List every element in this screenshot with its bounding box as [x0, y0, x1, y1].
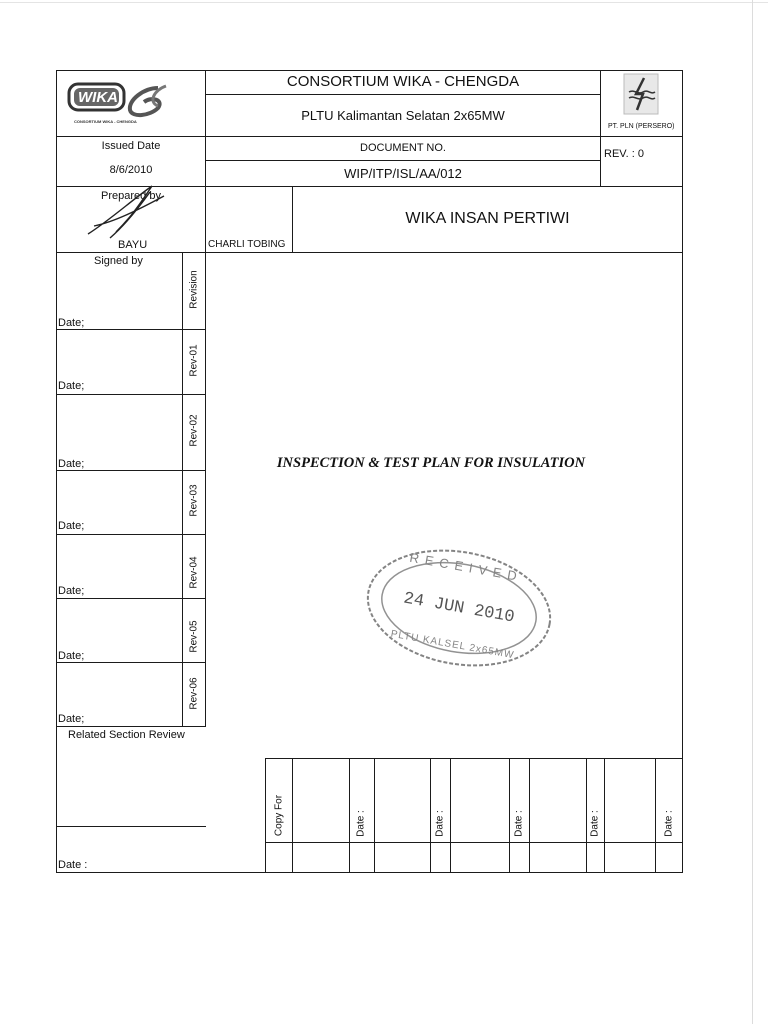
copy-date-label: Date : [513, 810, 525, 837]
scan-artifact [0, 2, 768, 3]
signed-by-label: Signed by [94, 255, 143, 267]
copy-date-label: Date : [434, 810, 446, 837]
document-title: INSPECTION & TEST PLAN FOR INSULATION [276, 455, 586, 471]
pln-logo-caption: PT. PLN (PERSERO) [608, 123, 675, 130]
issued-date: 8/6/2010 [109, 164, 153, 176]
stamp-top-text: RECEIVED [408, 549, 524, 585]
rev-label: REV. : 0 [604, 148, 644, 160]
copy-date-label: Date : [355, 810, 367, 837]
wika-logo-text: WIKA [78, 89, 118, 106]
revision-label: Rev-02 [188, 414, 200, 447]
revision-label: Rev-04 [188, 556, 200, 589]
revision-date: Date; [58, 380, 85, 392]
revision-date: Date; [58, 585, 85, 597]
stamp-bottom-text: PLTU KALSEL 2x65MW [389, 628, 516, 662]
pln-lightning-icon [605, 72, 679, 122]
stamp-date: 24 JUN 2010 [402, 589, 516, 628]
prepared-by-name: BAYU [118, 239, 148, 251]
checked-by-name: CHARLI TOBING [208, 239, 286, 250]
issued-date-label: Issued Date [101, 140, 161, 152]
related-section-review: Related Section Review [68, 729, 185, 741]
revision-label: Rev-06 [188, 677, 200, 710]
pln-logo [605, 72, 679, 134]
wika-logo [66, 80, 196, 128]
consortium-title: CONSORTIUM WIKA - CHENGDA [286, 73, 520, 90]
project-name: PLTU Kalimantan Selatan 2x65MW [301, 108, 505, 123]
revision-date: Date; [58, 520, 85, 532]
document-no: WIP/ITP/ISL/AA/012 [344, 166, 462, 181]
document-no-label: DOCUMENT NO. [360, 142, 446, 154]
revision-date: Date; [58, 713, 85, 725]
footer-date-label: Date : [58, 859, 88, 871]
revision-date: Date; [58, 317, 85, 329]
revision-label: Rev-01 [188, 344, 200, 377]
revision-label: Rev-03 [188, 484, 200, 517]
company-name: WIKA INSAN PERTIWI [405, 210, 570, 227]
prepared-by-label: Prepared by [101, 190, 161, 202]
revision-date: Date; [58, 650, 85, 662]
prepared-by-signature [80, 180, 190, 242]
revision-date: Date; [58, 458, 85, 470]
revision-label: Rev-05 [188, 620, 200, 653]
copy-date-label: Date : [663, 810, 675, 837]
copy-date-label: Date : [589, 810, 601, 837]
scan-artifact [752, 0, 753, 1024]
copy-for-label: Copy For [273, 794, 285, 837]
revision-label: Revision [188, 270, 200, 309]
received-stamp [355, 532, 563, 683]
wika-logo-caption: CONSORTIUM WIKA - CHENGDA [74, 119, 137, 124]
